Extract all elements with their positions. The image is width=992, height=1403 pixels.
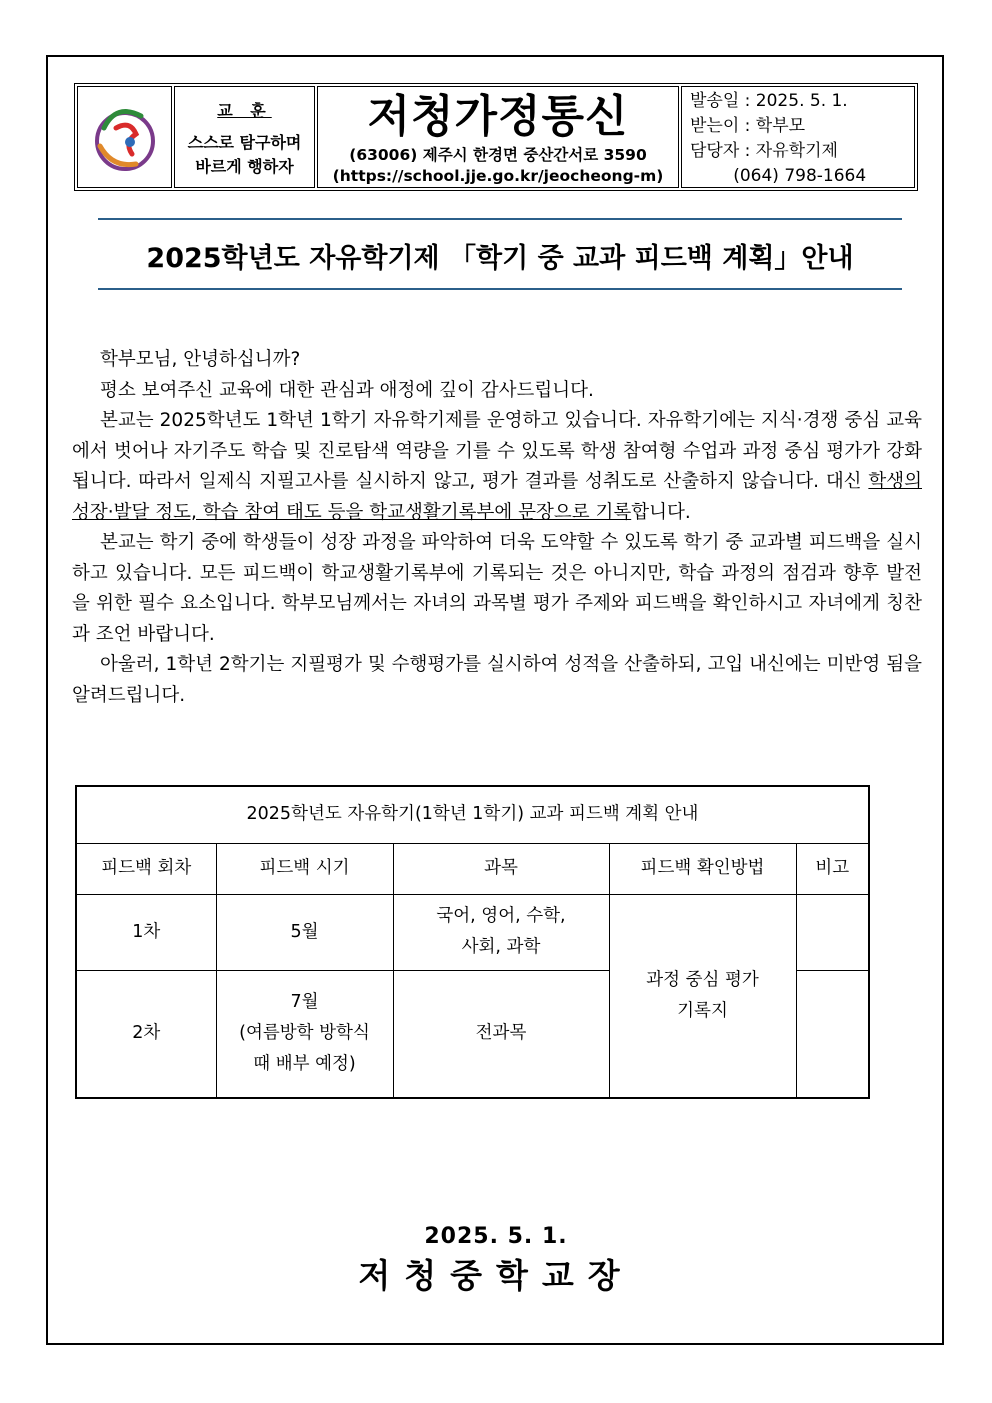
- motto-title: 교 훈: [217, 101, 272, 120]
- paragraph: 평소 보여주신 교육에 대한 관심과 애정에 깊이 감사드립니다.: [100, 379, 594, 401]
- greeting: 학부모님, 안녕하십니까?: [100, 349, 301, 370]
- school-logo-icon: [86, 98, 164, 176]
- table-cell-note: [796, 894, 869, 970]
- motto-line: 스스로 탐구하며: [187, 133, 302, 152]
- school-motto: [174, 86, 315, 188]
- newsletter-title: 저청가정통신: [367, 91, 629, 142]
- paragraph: 본교는 2025학년도 1학년 1학기 자유학기제를 운영하고 있습니다. 자유학기에는 지식·경쟁 중심 교육에서 벗어나 자기주도 학습 및 진로탐색 역량을 기를 수 있도록 학생 참여형 수업과 과정 중심 평가가 강화됩니다. 따라서 일제식 지필고사를 실시하지 않고, 평가 결과를 성취도로 산출하지 않습니다. 대신 학생의 성장·발달 정도, 학습 참여 태도 등을 학교생활기록부에 문장으로 기록합니다.: [72, 410, 922, 523]
- newsletter-header: [74, 83, 918, 191]
- contact-person: 담당자 : 자유학기제: [690, 141, 838, 161]
- school-address: (63006) 제주시 한경면 중산간서로 3590: [349, 146, 647, 164]
- issue-date: 발송일 : 2025. 5. 1.: [690, 91, 848, 111]
- table-cell-note: [796, 970, 869, 1098]
- table-header: 피드백 확인방법: [609, 843, 796, 894]
- contact-phone: (064) 798-1664: [690, 166, 867, 186]
- newsletter-title-cell: [317, 86, 679, 188]
- underlined-text: 학생의 성장·발달 정도, 학습 참여 태도 등을 학교생활기록부에 문장으로 기록: [72, 471, 922, 523]
- table-cell-round: 2차: [76, 970, 216, 1098]
- feedback-plan-table: [75, 785, 870, 1099]
- motto-line: 바르게 행하자: [195, 157, 294, 176]
- school-logo-cell: [77, 86, 172, 188]
- paragraph: 아울러, 1학년 2학기는 지필평가 및 수행평가를 실시하여 성적을 산출하되, 고입 내신에는 미반영 됨을 알려드립니다.: [72, 654, 922, 706]
- issue-date-footer: 2025. 5. 1.: [424, 1224, 568, 1249]
- title-rule-bottom: [98, 288, 902, 290]
- table-cell-timing: 7월 (여름방학 방학식 때 배부 예정): [216, 970, 393, 1098]
- table-caption: 2025학년도 자유학기(1학년 1학기) 교과 피드백 계획 안내: [76, 786, 869, 843]
- letter-body: [72, 345, 922, 711]
- table-header: 피드백 시기: [216, 843, 393, 894]
- issue-info: [681, 86, 915, 188]
- table-header: 비고: [796, 843, 869, 894]
- table-cell-subjects: 전과목: [393, 970, 609, 1098]
- table-cell-subjects: 국어, 영어, 수학, 사회, 과학: [393, 894, 609, 970]
- principal-signature: 저청중학교장: [358, 1256, 634, 1295]
- table-header: 피드백 회차: [76, 843, 216, 894]
- table-cell-method: 과정 중심 평가 기록지: [609, 894, 796, 1098]
- table-cell-round: 1차: [76, 894, 216, 970]
- table-header: 과목: [393, 843, 609, 894]
- paragraph: 본교는 학기 중에 학생들이 성장 과정을 파악하여 더욱 도약할 수 있도록 학기 중 교과별 피드백을 실시하고 있습니다. 모든 피드백이 학교생활기록부에 기록되는 것은 아니지만, 학습 과정의 점검과 향후 발전을 위한 필수 요소입니다. 학부모님께서는 자녀의 과목별 평가 주제와 피드백을 확인하시고 자녀에게 칭찬과 조언 바랍니다.: [72, 532, 922, 645]
- table-cell-timing: 5월: [216, 894, 393, 970]
- title-rule-top: [98, 218, 902, 220]
- school-url[interactable]: (https://school.jje.go.kr/jeocheong-m): [332, 167, 664, 185]
- recipient: 받는이 : 학부모: [690, 116, 806, 136]
- document-title: 2025학년도 자유학기제 「학기 중 교과 피드백 계획」안내: [146, 243, 854, 274]
